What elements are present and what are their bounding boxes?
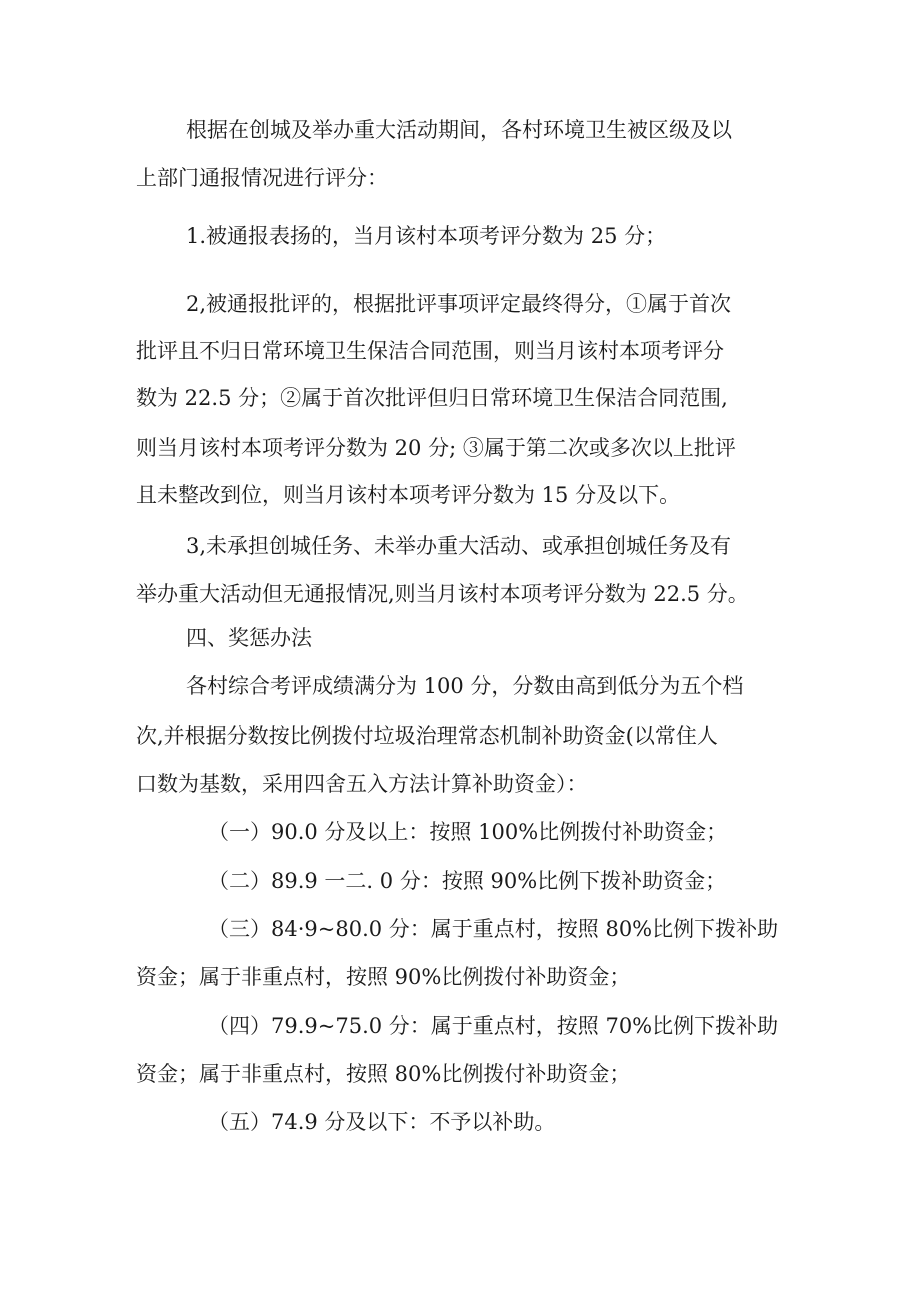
item-3-no-report-line-1: 3,未承担创城任务、未举办重大活动、或承担创城任务及有 <box>186 534 732 558</box>
paragraph-intro-line-1: 根据在创城及举办重大活动期间，各村环境卫生被区级及以 <box>186 118 732 142</box>
item-2-criticism-line-5: 且未整改到位，则当月该村本项考评分数为 15 分及以下。 <box>136 483 681 507</box>
section-heading-rewards: 四、奖惩办法 <box>186 626 312 650</box>
item-2-criticism-line-4: 则当月该村本项考评分数为 20 分; ③属于第二次或多次以上批评 <box>136 436 736 460</box>
tier-3-line-1: （三）84·9~80.0 分：属于重点村，按照 80%比例下拨补助 <box>208 917 779 941</box>
item-3-no-report-line-2: 举办重大活动但无通报情况,则当月该村本项考评分数为 22.5 分。 <box>136 582 749 606</box>
tier-4-line-1: （四）79.9~75.0 分：属于重点村，按照 70%比例下拨补助 <box>208 1014 779 1038</box>
rewards-intro-line-3: 口数为基数，采用四舍五入方法计算补助资金）： <box>136 772 588 796</box>
tier-2: （二）89.9 一二. 0 分：按照 90%比例下拨补助资金； <box>208 869 727 893</box>
tier-1: （一）90.0 分及以上：按照 100%比例拨付补助资金； <box>208 820 728 844</box>
tier-5: （五）74.9 分及以下：不予以补助。 <box>208 1110 556 1134</box>
tier-4-line-2: 资金；属于非重点村，按照 80%比例拨付补助资金； <box>136 1062 631 1086</box>
item-2-criticism-line-1: 2,被通报批评的，根据批评事项评定最终得分，①属于首次 <box>186 292 732 316</box>
rewards-intro-line-2: 次,并根据分数按比例拨付垃圾治理常态机制补助资金(以常住人 <box>136 724 718 748</box>
paragraph-intro-line-2: 上部门通报情况进行评分： <box>136 166 388 190</box>
item-2-criticism-line-2: 批评且不归日常环境卫生保洁合同范围，则当月该村本项考评分 <box>136 339 724 363</box>
item-1-praise: 1.被通报表扬的，当月该村本项考评分数为 25 分； <box>186 224 667 248</box>
tier-3-line-2: 资金；属于非重点村，按照 90%比例拨付补助资金； <box>136 965 631 989</box>
rewards-intro-line-1: 各村综合考评成绩满分为 100 分，分数由高到低分为五个档 <box>186 674 744 698</box>
item-2-criticism-line-3: 数为 22.5 分；②属于首次批评但归日常环境卫生保洁合同范围, <box>136 386 728 410</box>
